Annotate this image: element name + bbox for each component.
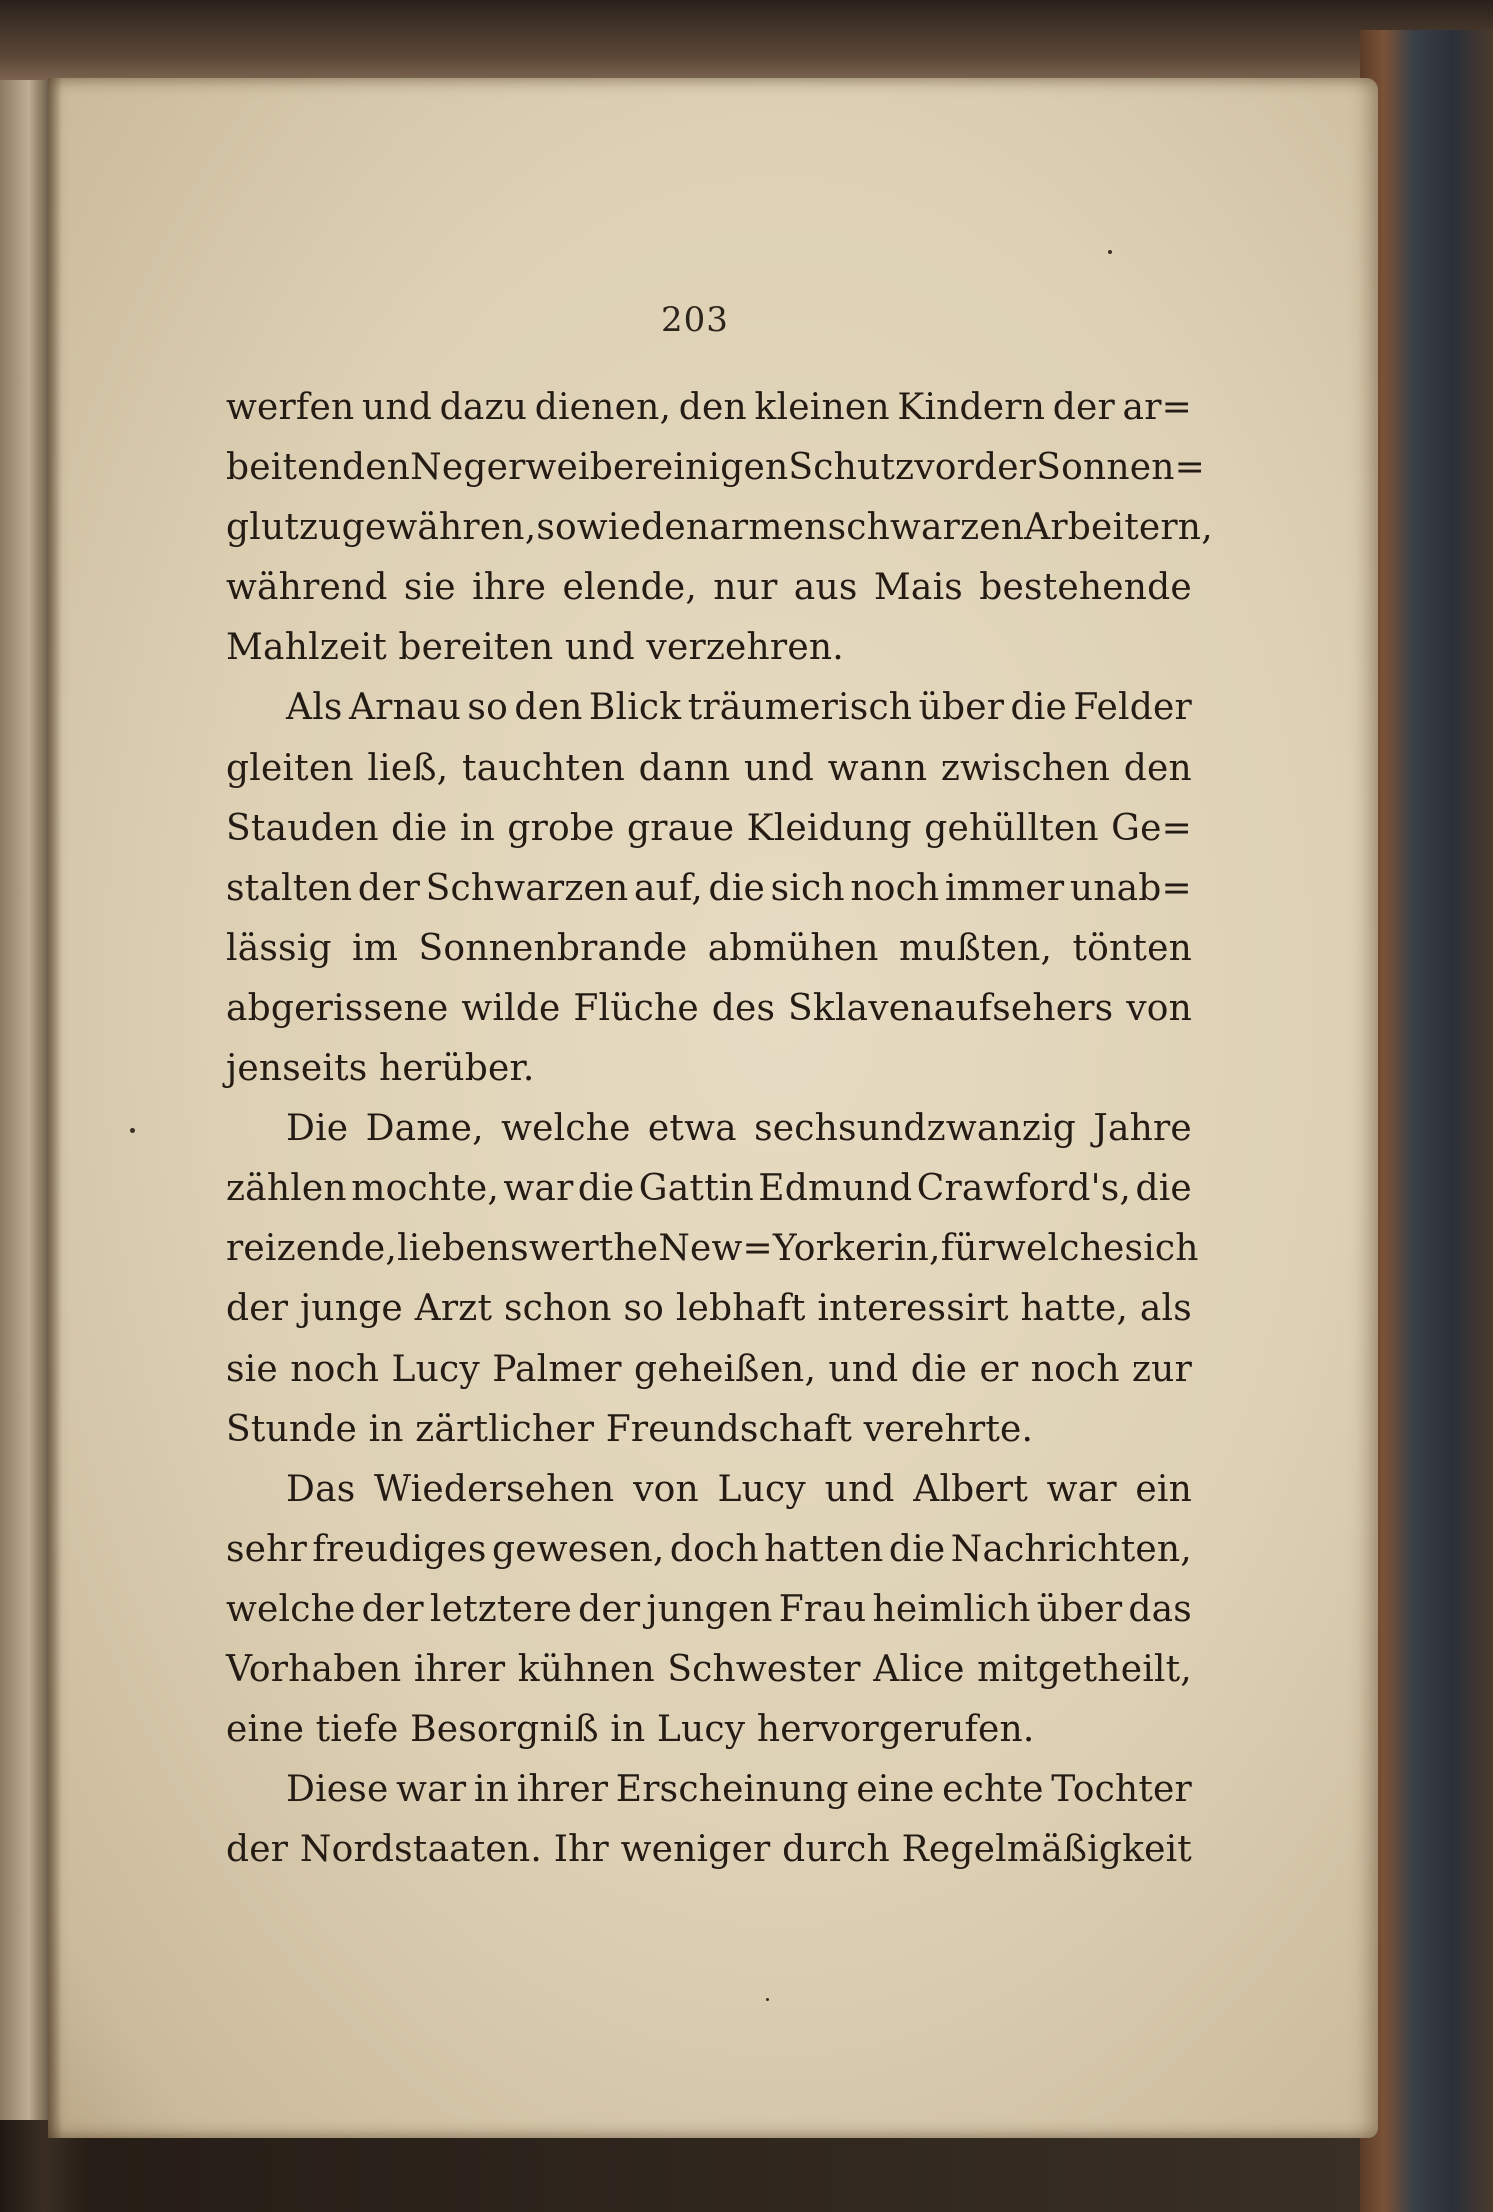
text-line: während sie ihre elende, nur aus Mais bestehende [226, 567, 1192, 609]
text-line: gleiten ließ, tauchten dann und wann zwischen den [226, 747, 1192, 789]
text-line: sehr freudiges gewesen, doch hatten die Nachrichten, [226, 1528, 1192, 1570]
text-line: Vorhaben ihrer kühnen Schwester Alice mitgetheilt, [226, 1648, 1192, 1690]
text-line: lässig im Sonnenbrande abmühen mußten, tönten [226, 927, 1192, 969]
text-line: Das Wiedersehen von Lucy und Albert war ein [286, 1468, 1192, 1510]
text-line: stalten der Schwarzen auf, die sich noch immer unab= [226, 867, 1192, 909]
text-line: Stauden die in grobe graue Kleidung gehüllten Ge= [226, 807, 1192, 849]
page-number: 203 [661, 300, 729, 340]
facing-page-edge [0, 80, 48, 2120]
text-line: werfen und dazu dienen, den kleinen Kindern der ar= [226, 387, 1192, 428]
text-line: der junge Arzt schon so lebhaft interessirt hatte, als [226, 1288, 1192, 1330]
paper-speck [1108, 250, 1112, 254]
page-gutter-shadow [48, 78, 62, 2138]
text-line: reizende, liebenswerthe New=Yorkerin, für welche sich [226, 1228, 1199, 1270]
text-line: sie noch Lucy Palmer geheißen, und die er noch zur [226, 1348, 1192, 1390]
text-line: eine tiefe Besorgniß in Lucy hervorgerufen. [226, 1709, 1035, 1751]
text-line: welche der letztere der jungen Frau heimlich über das [226, 1588, 1192, 1630]
text-line: zählen mochte, war die Gattin Edmund Crawford's, die [226, 1168, 1192, 1210]
body-text [226, 378, 1213, 1880]
text-line: jenseits herüber. [226, 1048, 535, 1090]
text-line: abgerissene wilde Flüche des Sklavenaufsehers von [226, 987, 1192, 1029]
text-line: Die Dame, welche etwa sechsundzwanzig Jahre [286, 1108, 1192, 1150]
paper-speck [130, 1128, 135, 1133]
text-line: beitenden Negerweiber einigen Schutz vor der Sonnen= [226, 447, 1205, 489]
text-line: Mahlzeit bereiten und verzehren. [226, 627, 844, 669]
text-line: Diese war in ihrer Erscheinung eine echte Tochter [286, 1769, 1192, 1811]
book-cover-spine [1360, 30, 1493, 2212]
text-line: Stunde in zärtlicher Freundschaft verehrte. [226, 1408, 1034, 1450]
text-line: der Nordstaaten. Ihr weniger durch Regelmäßigkeit [226, 1829, 1192, 1871]
text-line: glut zu gewähren, sowie den armen schwarzen Arbeitern, [226, 507, 1213, 549]
cover-top-edge [0, 0, 1493, 80]
paper-speck [766, 1998, 769, 2001]
text-line: Als Arnau so den Blick träumerisch über die Felder [286, 687, 1192, 729]
